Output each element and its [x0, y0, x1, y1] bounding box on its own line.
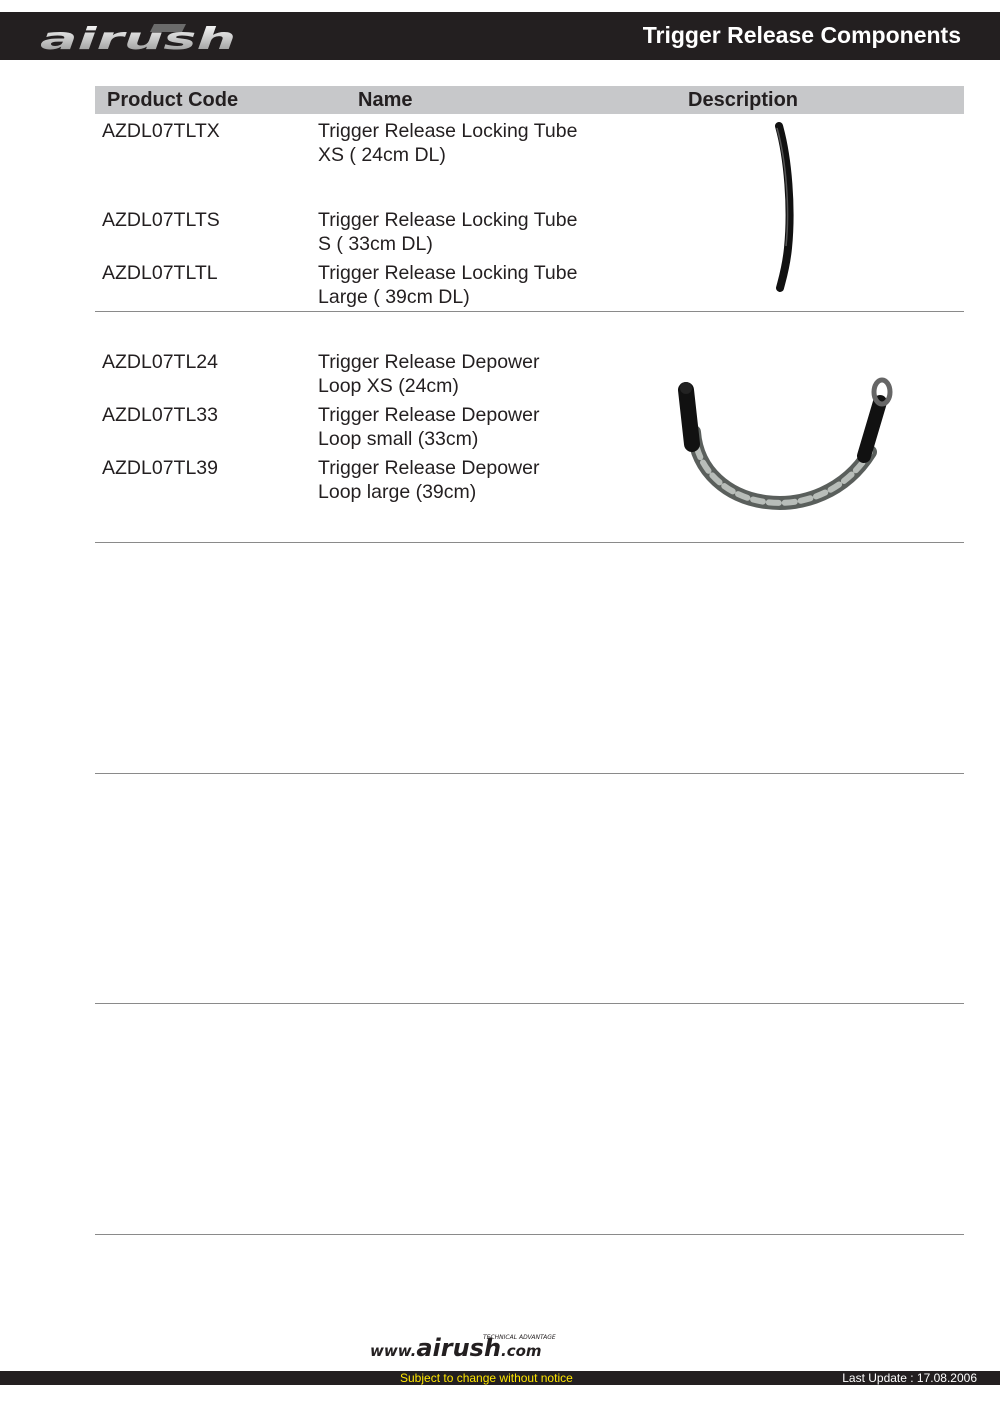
depower-loop-image: [670, 372, 910, 532]
row-divider: [95, 773, 964, 774]
product-name: Trigger Release Locking Tube XS ( 24cm DL): [318, 120, 578, 166]
product-name: Trigger Release Locking Tube S ( 33cm DL): [318, 209, 578, 255]
row-divider: [95, 542, 964, 543]
footer-last-update: Last Update : 17.08.2006: [842, 1371, 977, 1385]
header-bar: [0, 12, 1000, 60]
product-code: AZDL07TL24: [102, 351, 218, 373]
product-name: Trigger Release Depower Loop XS (24cm): [318, 351, 540, 397]
footer-notice: Subject to change without notice: [400, 1371, 573, 1385]
svg-text:www.airush.com: www.airush.com: [370, 1334, 542, 1360]
footer-bar: [0, 1371, 1000, 1385]
column-header-name: Name: [358, 89, 413, 111]
footer-website: [370, 1332, 620, 1360]
product-code: AZDL07TLTL: [102, 262, 218, 284]
product-name: Trigger Release Locking Tube Large ( 39cm DL): [318, 262, 578, 308]
row-divider: [95, 1234, 964, 1235]
product-code: AZDL07TLTS: [102, 209, 220, 231]
row-divider: [95, 311, 964, 312]
product-name: Trigger Release Depower Loop large (39cm): [318, 457, 540, 503]
column-header-product-code: Product Code: [107, 89, 239, 111]
product-name: Trigger Release Depower Loop small (33cm): [318, 404, 540, 450]
airush-logo: [36, 20, 241, 54]
svg-text:airush: airush: [40, 22, 236, 54]
product-code: AZDL07TL33: [102, 404, 218, 426]
product-code: AZDL07TLTX: [102, 120, 220, 142]
page-title: Trigger Release Components: [642, 22, 961, 48]
table-header: [95, 86, 964, 114]
row-divider: [95, 1003, 964, 1004]
locking-tube-image: [760, 118, 810, 298]
column-header-description: Description: [688, 89, 799, 111]
svg-text:TECHNICAL ADVANTAGE: TECHNICAL ADVANTAGE: [483, 1334, 556, 1341]
product-code: AZDL07TL39: [102, 457, 218, 479]
